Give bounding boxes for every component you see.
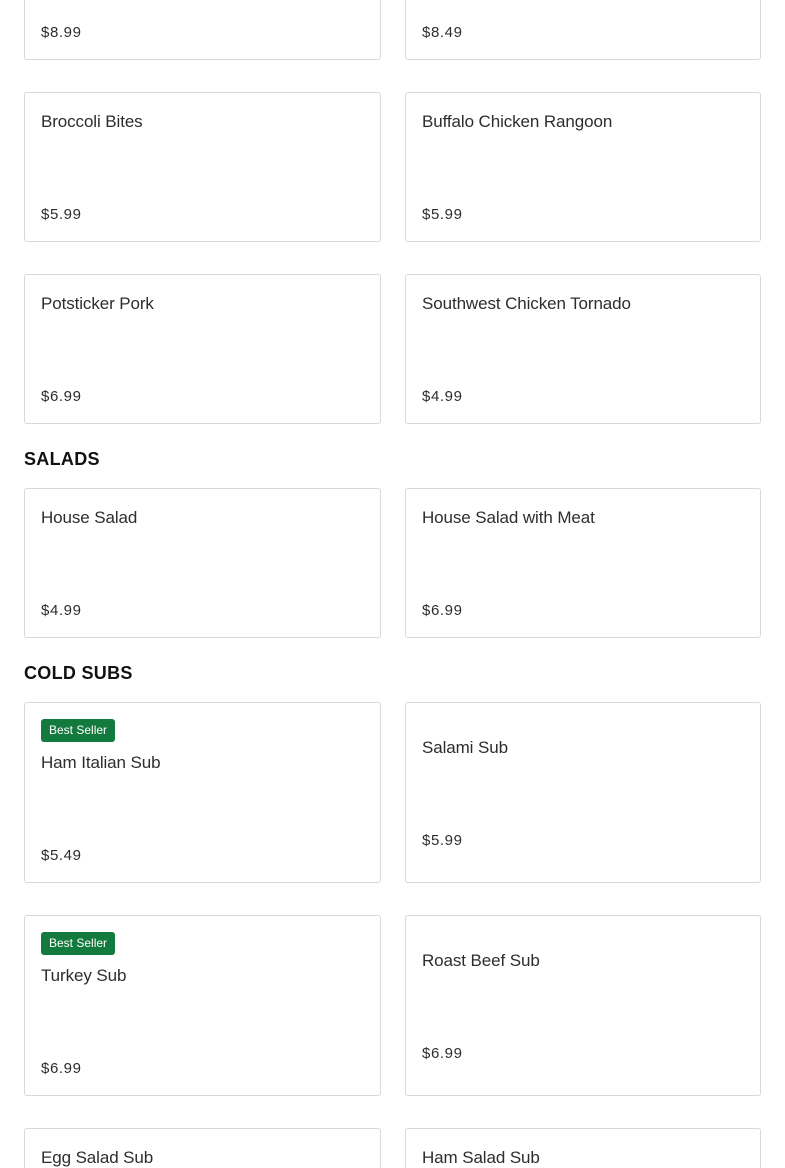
item-price: $5.49 — [41, 847, 82, 864]
best-seller-badge: Best Seller — [41, 719, 115, 742]
item-name: Ham Salad Sub — [422, 1148, 540, 1167]
menu-item-card[interactable] — [405, 92, 761, 242]
item-price: $4.99 — [422, 388, 463, 405]
item-name: Broccoli Bites — [41, 112, 143, 131]
menu-item-card[interactable] — [24, 274, 381, 424]
item-price: $6.99 — [422, 602, 463, 619]
menu-item-card[interactable] — [405, 274, 761, 424]
item-price: $6.99 — [422, 1045, 463, 1062]
item-price: $6.99 — [41, 388, 82, 405]
menu-item-card[interactable] — [24, 92, 381, 242]
item-name: Ham Italian Sub — [41, 753, 161, 772]
menu-item-card[interactable] — [24, 488, 381, 638]
menu-item-card[interactable] — [405, 488, 761, 638]
menu-item-card[interactable] — [24, 702, 381, 883]
menu-item-card[interactable] — [405, 915, 761, 1096]
menu-item-card[interactable] — [24, 0, 381, 60]
item-price: $5.99 — [422, 832, 463, 849]
item-name: Potsticker Pork — [41, 294, 154, 313]
item-name: Roast Beef Sub — [422, 951, 540, 970]
item-name: House Salad — [41, 508, 138, 527]
item-price: $8.49 — [422, 24, 463, 41]
item-name: Turkey Sub — [41, 966, 127, 985]
menu-item-card[interactable] — [405, 1128, 761, 1168]
item-name: Buffalo Chicken Rangoon — [422, 112, 613, 131]
menu-item-card[interactable] — [405, 0, 761, 60]
item-name: Salami Sub — [422, 738, 508, 757]
section-title-salads: SALADS — [24, 449, 100, 469]
item-price: $8.99 — [41, 24, 82, 41]
item-price: $5.99 — [41, 206, 82, 223]
best-seller-badge: Best Seller — [41, 932, 115, 955]
item-name: Southwest Chicken Tornado — [422, 294, 631, 313]
section-title-cold-subs: COLD SUBS — [24, 663, 133, 683]
item-price: $4.99 — [41, 602, 82, 619]
menu-item-card[interactable] — [24, 915, 381, 1096]
menu-item-card[interactable] — [405, 702, 761, 883]
item-price: $6.99 — [41, 1060, 82, 1077]
item-name: Egg Salad Sub — [41, 1148, 154, 1167]
menu-item-card[interactable] — [24, 1128, 381, 1168]
item-name: House Salad with Meat — [422, 508, 595, 527]
item-price: $5.99 — [422, 206, 463, 223]
